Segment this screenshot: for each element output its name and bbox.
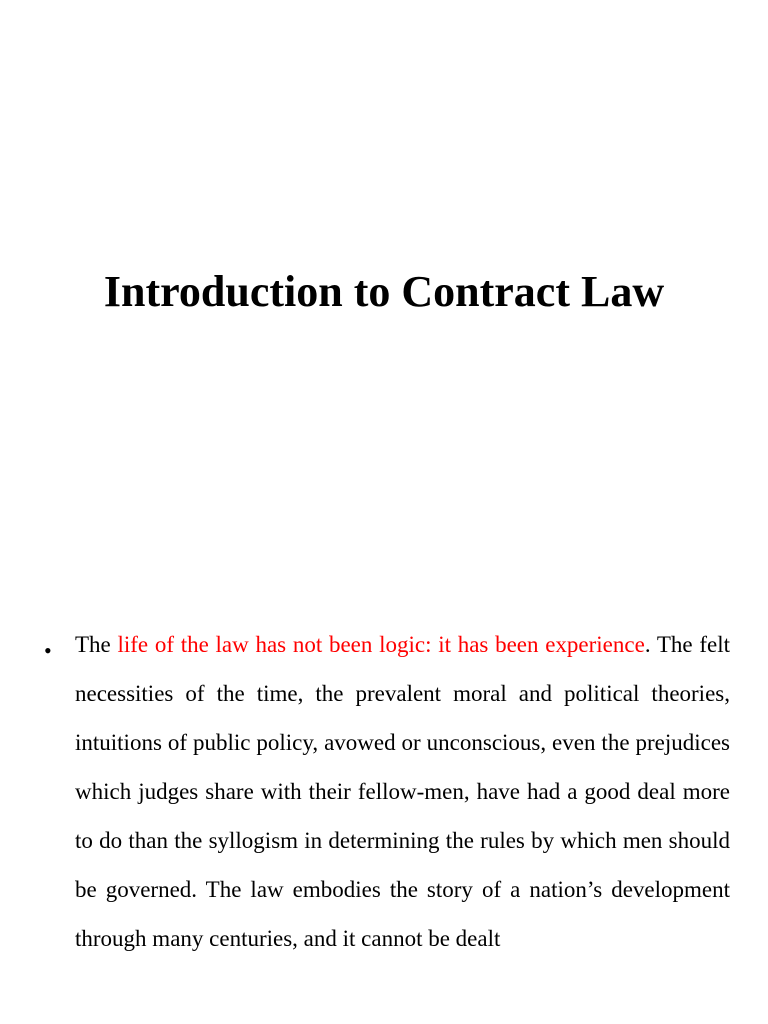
bullet-paragraph bbox=[75, 620, 730, 963]
bullet-body-text: . The felt necessities of the time, the prevalent moral and political theories, intuitions of public policy, avowed or unconscious, even the prejudices which judges share with their fellow-men, have had a good deal more to do than the syllogism in determining the rules by which men should be governed. The law embodies the story of a nation’s development through many centuries, and it cannot be dealt bbox=[75, 632, 730, 951]
quote-highlight: life of the law has not been logic: it has been experience bbox=[117, 632, 645, 657]
bullet-item bbox=[40, 620, 730, 963]
bullet-lead-text: The bbox=[75, 632, 118, 657]
bullet-marker: • bbox=[44, 638, 52, 663]
page-title: Introduction to Contract Law bbox=[103, 267, 665, 316]
